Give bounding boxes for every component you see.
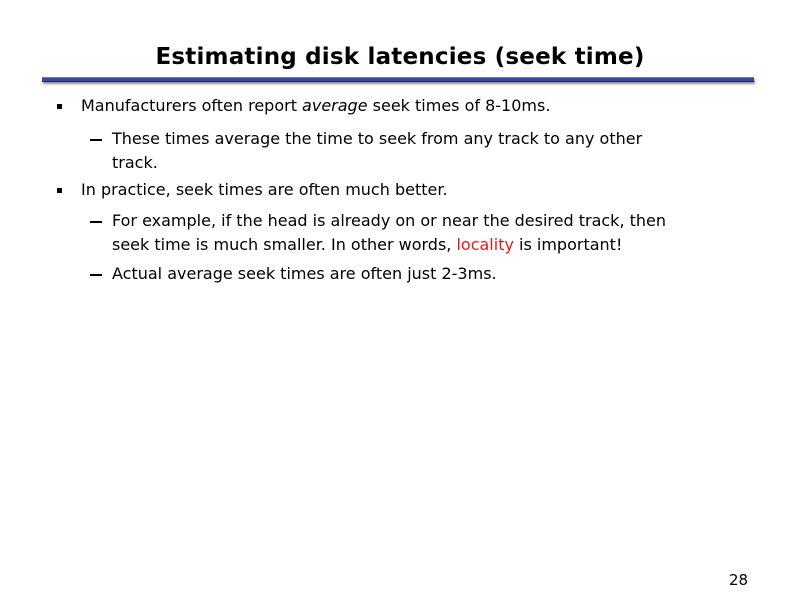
sub-bullet-2-2: Actual average seek times are often just 2-3ms.: [112, 264, 497, 283]
sub-bullet-2-1-line-1: For example, if the head is already on or near the desired track, then: [112, 211, 667, 230]
dash-bullet-icon: [90, 139, 102, 141]
square-bullet-icon: [57, 188, 62, 193]
sub-bullet-2-1-line-2: [112, 233, 622, 257]
dash-bullet-icon: [90, 221, 102, 223]
locality-highlight: locality: [456, 235, 514, 254]
page-number: 28: [729, 571, 749, 589]
sub-bullet-2-1-line-2-before: seek time is much smaller. In other words,: [112, 235, 457, 254]
sub-bullet-1-1-line-2: track.: [112, 153, 158, 172]
square-bullet-icon: [57, 104, 62, 109]
bullet-1: [81, 94, 550, 118]
sub-bullet-1-1-line-1: These times average the time to seek from any track to any other: [112, 129, 643, 148]
dash-bullet-icon: [90, 274, 102, 276]
sub-bullet-2-1-line-2-after: is important!: [513, 235, 623, 254]
slide-title: Estimating disk latencies (seek time): [155, 44, 645, 70]
bullet-2: In practice, seek times are often much better.: [81, 180, 448, 199]
bullet-1-emphasis: average: [302, 96, 368, 115]
bullet-1-text-after: seek times of 8-10ms.: [367, 96, 551, 115]
bullet-1-text-before: Manufacturers often report: [81, 96, 303, 115]
